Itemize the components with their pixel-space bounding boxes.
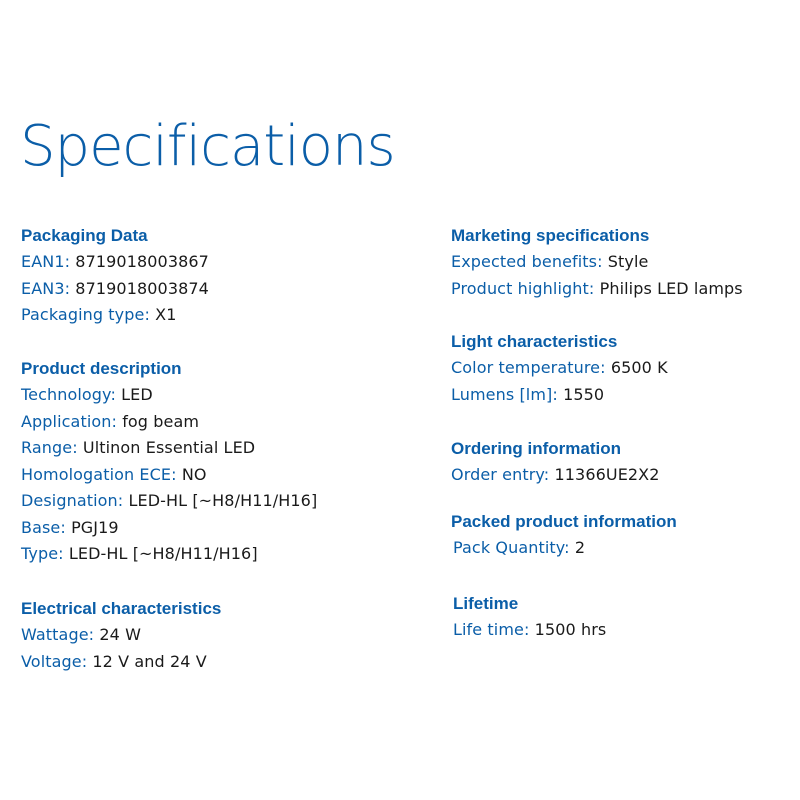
spec-row-base: Base: PGJ19 xyxy=(21,517,119,537)
spec-value: 24 W xyxy=(99,625,142,644)
spec-row-order-entry: Order entry: 11366UE2X2 xyxy=(451,465,660,484)
spec-label: EAN3 xyxy=(21,278,65,298)
spec-label: Product highlight xyxy=(451,278,589,298)
spec-label: Packaging type xyxy=(21,305,145,324)
spec-value: LED-HL [~H8/H11/H16] xyxy=(128,491,318,510)
section-heading: Marketing specifications xyxy=(451,226,650,245)
spec-value: Philips LED lamps xyxy=(599,278,743,298)
spec-value: fog beam xyxy=(122,411,200,431)
section-heading: Light characteristics xyxy=(451,332,618,351)
spec-row-designation: Designation: LED-HL [~H8/H11/H16] xyxy=(21,491,318,510)
spec-row-ean3: EAN3: 8719018003874 xyxy=(21,278,209,298)
section-heading: Ordering information xyxy=(451,439,621,458)
spec-row-color-temperature: Color temperature: 6500 K xyxy=(451,358,668,377)
spec-label: EAN1 xyxy=(21,252,65,271)
spec-label: Pack Quantity xyxy=(453,538,565,557)
section-marketing-specifications xyxy=(451,223,743,302)
spec-label: Lumens [lm] xyxy=(451,384,553,404)
spec-value: Ultinon Essential LED xyxy=(82,438,256,457)
spec-row-ean1: EAN1: 8719018003867 xyxy=(21,252,209,271)
spec-value: 1500 hrs xyxy=(534,620,607,639)
spec-row-expected-benefits: Expected benefits: Style xyxy=(451,252,649,271)
spec-row-voltage: Voltage: 12 V and 24 V xyxy=(21,651,207,671)
spec-value: 6500 K xyxy=(610,358,668,377)
spec-label: Type xyxy=(21,544,59,563)
spec-value: 8719018003867 xyxy=(75,252,209,271)
spec-row-product-highlight: Product highlight: Philips LED lamps xyxy=(451,278,743,298)
spec-row-pack-quantity: Pack Quantity: 2 xyxy=(453,538,586,557)
spec-value: LED xyxy=(121,385,153,404)
spec-row-packaging-type: Packaging type: X1 xyxy=(21,305,177,324)
spec-label: Designation xyxy=(21,491,118,510)
spec-value: 12 V and 24 V xyxy=(92,651,207,671)
spec-value: 11366UE2X2 xyxy=(554,465,660,484)
section-heading: Packed product information xyxy=(451,512,677,531)
section-electrical-characteristics xyxy=(21,596,221,675)
spec-label: Homologation ECE xyxy=(21,464,172,484)
section-lifetime xyxy=(453,591,606,644)
spec-row-life-time: Life time: 1500 hrs xyxy=(453,620,607,639)
spec-label: Range xyxy=(21,438,73,457)
spec-value: NO xyxy=(181,464,207,484)
spec-label: Expected benefits xyxy=(451,252,598,271)
spec-label: Base xyxy=(21,517,61,537)
spec-value: 8719018003874 xyxy=(75,278,209,298)
spec-value: 1550 xyxy=(563,384,605,404)
spec-row-wattage: Wattage: 24 W xyxy=(21,625,142,644)
section-heading: Lifetime xyxy=(453,594,519,613)
section-heading: Product description xyxy=(21,359,182,378)
spec-row-range: Range: Ultinon Essential LED xyxy=(21,438,256,457)
spec-label: Color temperature xyxy=(451,358,601,377)
spec-label: Life time xyxy=(453,620,524,639)
page-title: Specifications xyxy=(20,114,395,179)
spec-value: Style xyxy=(607,252,649,271)
spec-label: Application xyxy=(21,411,112,431)
section-product-description xyxy=(21,356,317,568)
spec-label: Voltage xyxy=(21,651,82,671)
spec-label: Order entry xyxy=(451,465,544,484)
spec-row-lumens: Lumens [lm]: 1550 xyxy=(451,384,605,404)
spec-row-type: Type: LED-HL [~H8/H11/H16] xyxy=(21,544,258,563)
spec-label: Wattage xyxy=(21,625,89,644)
spec-value: X1 xyxy=(155,305,177,324)
spec-label: Technology xyxy=(21,385,111,404)
spec-value: LED-HL [~H8/H11/H16] xyxy=(68,544,258,563)
section-heading: Electrical characteristics xyxy=(21,599,222,618)
section-light-characteristics xyxy=(451,329,668,408)
spec-row-homologation-ece: Homologation ECE: NO xyxy=(21,464,207,484)
spec-value: PGJ19 xyxy=(71,517,119,537)
section-packaging-data xyxy=(21,223,209,329)
spec-row-technology: Technology: LED xyxy=(21,385,153,404)
section-heading: Packaging Data xyxy=(21,226,148,245)
section-ordering-information xyxy=(451,436,660,489)
spec-row-application: Application: fog beam xyxy=(21,411,200,431)
section-packed-product-information xyxy=(451,509,677,562)
spec-value: 2 xyxy=(574,538,586,557)
